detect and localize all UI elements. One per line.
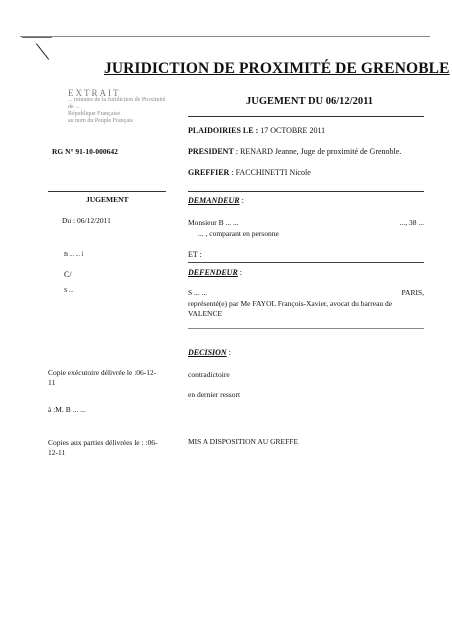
jugement-date-heading: JUGEMENT DU 06/12/2011	[246, 96, 373, 107]
defendeur-suffix: :	[237, 268, 243, 277]
left-contre: C/	[64, 270, 72, 279]
divider	[188, 116, 424, 117]
divider	[188, 191, 424, 192]
decision-line: en dernier ressort	[188, 390, 241, 399]
defendeur-name: S ... ...	[188, 288, 208, 297]
demandeur-name: Monsieur B ... ...	[188, 218, 239, 227]
top-rule	[20, 36, 430, 37]
defendeur-city: PARIS,	[401, 288, 424, 297]
plaidoiries-label: PLAIDOIRIES LE :	[188, 126, 259, 135]
demandeur-line-1	[188, 218, 424, 227]
stamp-line: au nom du Peuple Français	[68, 118, 133, 124]
rg-number: RG N° 91-10-000642	[52, 147, 118, 156]
extrait-stamp	[68, 90, 166, 125]
demandeur-heading	[188, 196, 244, 205]
copie-recipient: à :M. B ... ...	[48, 405, 86, 414]
divider	[188, 262, 424, 263]
decision-suffix: :	[226, 348, 231, 357]
copies-parties: Copies aux parties délivrées le : :06-12-11	[48, 438, 158, 457]
stamp-line: de ...	[68, 104, 80, 110]
greffier-label: GREFFIER	[188, 168, 230, 177]
greffier-line	[188, 168, 311, 177]
stamp-title: EXTRAIT	[68, 88, 121, 98]
decision-line: contradictoire	[188, 370, 230, 379]
plaidoiries-value: 17 OCTOBRE 2011	[258, 126, 326, 135]
demandeur-suffix: :	[239, 196, 244, 205]
demandeur-line-2: ... , comparant en personne	[198, 229, 279, 238]
stamp-line: République Française	[68, 111, 121, 117]
defendeur-heading	[188, 268, 242, 277]
stamp-line: ... minutes de la Juridiction de Proximité	[68, 97, 166, 103]
decision-label: DECISION	[188, 348, 227, 357]
copie-executoire: Copie exécutoire délivrée le :06-12-11	[48, 368, 157, 387]
decision-heading	[188, 348, 231, 357]
left-jugement-label: JUGEMENT	[86, 195, 129, 204]
left-date: Du : 06/12/2011	[62, 216, 111, 225]
corner-mark	[36, 43, 49, 59]
demandeur-address: ..., 38 ...	[399, 218, 424, 227]
divider	[188, 328, 424, 329]
greffier-value: : FACCHINETTI Nicole	[229, 168, 311, 177]
president-label: PRESIDENT	[188, 147, 234, 156]
defendeur-line-1	[188, 288, 424, 297]
et-label: ET :	[188, 250, 202, 259]
demandeur-label: DEMANDEUR	[188, 196, 240, 205]
left-party-s: S ...	[64, 288, 74, 294]
left-party-b: B ... ... l	[64, 252, 84, 258]
president-line	[188, 147, 401, 156]
top-dash	[22, 37, 52, 38]
plaidoiries-line	[188, 126, 325, 135]
president-value: : RENARD Jeanne, Juge de proximité de Grenoble.	[233, 147, 402, 156]
document-title: JURIDICTION DE PROXIMITÉ DE GRENOBLE	[104, 60, 450, 77]
defendeur-representation: représenté(e) par Me FAYOL François-Xavier, avocat du barreau de VALENCE	[188, 299, 393, 318]
defendeur-label: DEFENDEUR	[188, 268, 238, 277]
divider	[48, 191, 166, 192]
mis-a-disposition: MIS A DISPOSITION AU GREFFE	[188, 437, 299, 446]
